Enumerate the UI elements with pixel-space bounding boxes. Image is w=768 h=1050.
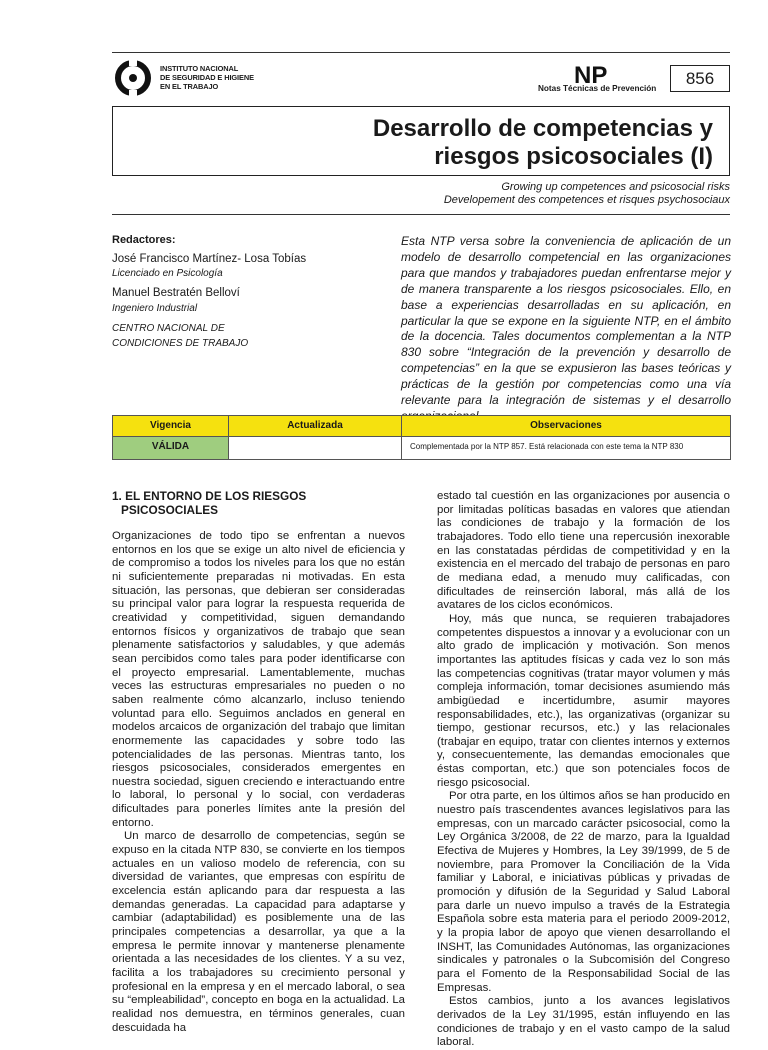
abstract: Esta NTP versa sobre la conveniencia de aplicación de un modelo de desarrollo competencial en las organizaciones para que mandos y trabajadores puedan enfrentarse mejor y de manera transparente a los riesgos psicosociales. Ello, en base a experiencias desarrolladas en su aplicación, en particular la que se expone en la siguiente NTP, en el ámbito de la docencia. Tales documentos complementan a la NTP 830 sobre “Integración de la prevención y desarrollo de competencias” en la que se expusieron las bases teóricas y prácticas de la gestión por competencias como una vía relevante para la integración de sistemas y el desarrollo <box>401 234 731 408</box>
table-header-actualizada: Actualizada <box>228 415 402 437</box>
body-paragraph: Hoy, más que nunca, se requieren trabajadores competentes dispuestos a innovar y a evolucionar con un alto grado de implicación y motivación. Son menos importantes las aptitudes físicas y cada vez lo son más las competencias cognitivas (tratar mayor volumen y más compleja información, tomar decisiones asumiendo más ambigüedad e incertidumbre, asumir mayores responsabilidades, etc.), las organizativas (organizar su tiempo, gestionar recursos, etc.) y las relacionales (trabajar en equipo, tratar con clientes internos y externos y, consecuentemente, las demandas emocionales que éstas comportan, etc.) que son potenciales focos de riesgo psicosocial. <box>437 612 730 789</box>
center-line: CENTRO NACIONAL DE <box>112 323 225 334</box>
section-title <box>112 489 402 517</box>
updated-cell <box>228 436 402 460</box>
ntp-number: 856 <box>670 65 730 92</box>
title-line-2: riesgos psicosociales (I) <box>434 143 713 170</box>
ntp-logo-icon <box>574 62 610 86</box>
center-name <box>112 321 248 351</box>
subtitle-en: Growing up competences and psicosocial risks <box>501 181 730 193</box>
section-title-line: PSICOSOCIALES <box>121 503 219 517</box>
body-column-right <box>437 490 730 1050</box>
body-paragraph: estado tal cuestión en las organizaciones por ausencia o por limitadas políticas basadas en valores que atiendan las condiciones de trabajo y la formación de los trabajadores. Todo ello tiene una repercusión inexorable en las constatadas pérdidas de competitividad y en la existencia en el mercado del trabajo de personas en paro de mediana edad, a menudo muy calificadas, con dificultades de reinserción laboral, más allá de los avatares de los ciclos económicos. <box>437 490 730 612</box>
author-name: Manuel Bestratén Belloví <box>112 287 240 299</box>
series-label: Notas Técnicas de Prevención <box>538 84 657 93</box>
center-line: CONDICIONES DE TRABAJO <box>112 338 249 349</box>
author-role: Ingeniero Industrial <box>112 303 198 314</box>
body-paragraph: Organizaciones de todo tipo se enfrentan a nuevos entornos en los que se exige un alto nivel de eficiencia y de compromiso a todos los niveles para los que no están ni suficientemente preparadas ni motivadas. En esta situación, las personas, que debieran ser consideradas su principal valor para lograr la respuesta requerida de creatividad y competitividad, siguen demandando entornos físicos y organizativos de trabajo que sean plenamente satisfactorios y saludables, y que además sean percibidos como tales para poder identificarse con el proyecto empresarial. Lamentablemente, muchas veces las estructuras empresariales no pueden o no saben realmente cómo alcanzarlo, incluso teniendo voluntad para ello. Seguimos anclados en general en modelos arcaicos de organización del trabajo que limitan enormemente las capacidades y sobre todo las potencialidades de las personas. Mientras tanto, los riesgos psicosociales, considerados emergentes en nuestra sociedad, siguen creciendo e interactuando entre lo laboral, lo personal y lo social, con verdaderas dificultades para ponerles límites ante la presión del entorno. <box>112 530 405 829</box>
title-box <box>112 106 730 176</box>
author-role: Licenciado en Psicología <box>112 268 223 279</box>
body-paragraph: Por otra parte, en los últimos años se han producido en nuestro país trascendentes avances legislativos para las empresas, con un marcado carácter psicosocial, como la Ley Orgánica 3/2008, de 22 de marzo, para la Igualdad Efectiva de Mujeres y Hombres, la Ley 39/1999, de 5 de noviembre, para Promover la Conciliación de la Vida familiar y Laboral, e iniciativas públicas y privadas de promoción y difusión de la Seguridad y Salud Laboral para darle un nuevo impulso a través de la Estrategia Española sobre esta materia para el periodo 2009-2012, y la propia labor de apoyo que vienen desarrollando el INSHT, las Comunidades Autónomas, las organizaciones sindicales y patronales o la Subcomisión del Congreso para el Fomento de la Responsabilidad Social de las Empresas. <box>437 790 730 994</box>
author-name: José Francisco Martínez- Losa Tobías <box>112 253 307 265</box>
body-paragraph: Un marco de desarrollo de competencias, según se expuso en la citada NTP 830, se convierte en los tiempos actuales en un valioso modelo de referencia, con su diversidad de variantes, que empresas con espíritu de excelencia están aplicando para dar respuesta a las demandas generadas. La capacidad para adaptarse y cambiar (adaptabilidad) es posiblemente una de las principales competencias a desarrollar, ya que a la empresa le permite innovar y mantenerse plenamente orientada a las necesidades de los clientes. Y a su vez, facilita a los trabajadores su crecimiento personal y profesional en la empresa y en el mercado laboral, o sea su “empleabilidad”, concepto en boga en la actualidad. La realidad nos demuestra, en términos generales, cuan descuidada ha <box>112 830 405 1034</box>
institute-line: EN EL TRABAJO <box>160 82 219 91</box>
institute-line: DE SEGURIDAD E HIGIENE <box>160 73 254 82</box>
body-paragraph: Estos cambios, junto a los avances legislativos derivados de la Ley 31/1995, están influyendo en las condiciones de trabajo y en el vasto campo de la salud laboral. <box>437 995 730 1049</box>
institute-line: INSTITUTO NACIONAL <box>160 64 239 73</box>
body-column-left <box>112 530 405 1035</box>
institute-name <box>160 64 254 91</box>
section-title-line: 1. EL ENTORNO DE LOS RIESGOS <box>112 489 307 503</box>
status-badge: VÁLIDA <box>112 436 229 460</box>
table-header-observaciones: Observaciones <box>401 415 731 437</box>
ntp-logo-text: NP <box>574 62 608 86</box>
insht-logo-icon <box>113 58 157 98</box>
top-rule <box>112 52 730 53</box>
observations-cell: Complementada por la NTP 857. Está relacionada con este tema la NTP 830 <box>401 436 731 460</box>
title-line-1: Desarrollo de competencias y <box>372 115 713 142</box>
header-rule <box>112 214 730 215</box>
subtitle-fr: Developement des competences et risques psychosociaux <box>443 194 730 206</box>
authors-heading: Redactores: <box>112 234 176 246</box>
table-header-vigencia: Vigencia <box>112 415 229 437</box>
